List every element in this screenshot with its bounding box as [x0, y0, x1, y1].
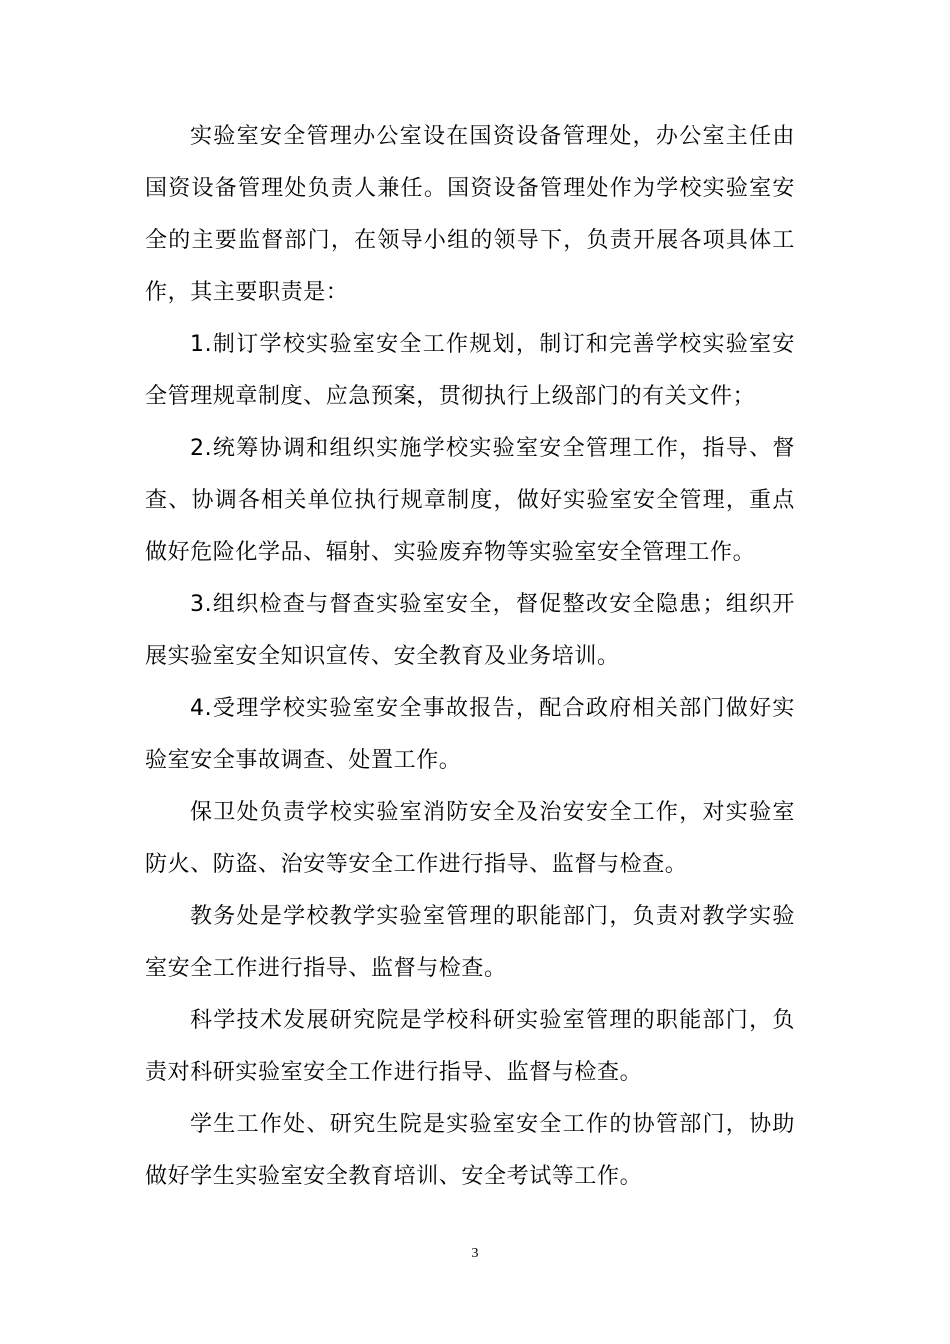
document-body [145, 111, 795, 1203]
paragraph-duty-2: 2.统筹协调和组织实施学校实验室安全管理工作，指导、督查、协调各相关单位执行规章制度，做好实验室安全管理，重点做好危险化学品、辐射、实验废弃物等实验室安全管理工作。 [145, 436, 795, 565]
paragraph-duty-4: 4.受理学校实验室安全事故报告，配合政府相关部门做好实验室安全事故调查、处置工作。 [145, 696, 795, 773]
paragraph-office-duties-intro: 实验室安全管理办公室设在国资设备管理处，办公室主任由国资设备管理处负责人兼任。国资设备管理处作为学校实验室安全的主要监督部门，在领导小组的领导下，负责开展各项具体工作，其主要职责是： [145, 124, 795, 305]
page-number: 3 [471, 1246, 479, 1261]
paragraph-duty-3: 3.组织检查与督查实验室安全，督促整改安全隐患；组织开展实验室安全知识宣传、安全教育及业务培训。 [145, 592, 795, 669]
paragraph-security-office: 保卫处负责学校实验室消防安全及治安安全工作，对实验室防火、防盗、治安等安全工作进行指导、监督与检查。 [145, 800, 795, 877]
paragraph-duty-1: 1.制订学校实验室安全工作规划，制订和完善学校实验室安全管理规章制度、应急预案，贯彻执行上级部门的有关文件； [145, 332, 795, 409]
paragraph-academic-affairs: 教务处是学校教学实验室管理的职能部门，负责对教学实验室安全工作进行指导、监督与检查。 [145, 904, 795, 981]
paragraph-research-institute: 科学技术发展研究院是学校科研实验室管理的职能部门，负责对科研实验室安全工作进行指导、监督与检查。 [145, 1008, 795, 1085]
paragraph-student-affairs: 学生工作处、研究生院是实验室安全工作的协管部门，协助做好学生实验室安全教育培训、安全考试等工作。 [145, 1112, 795, 1189]
